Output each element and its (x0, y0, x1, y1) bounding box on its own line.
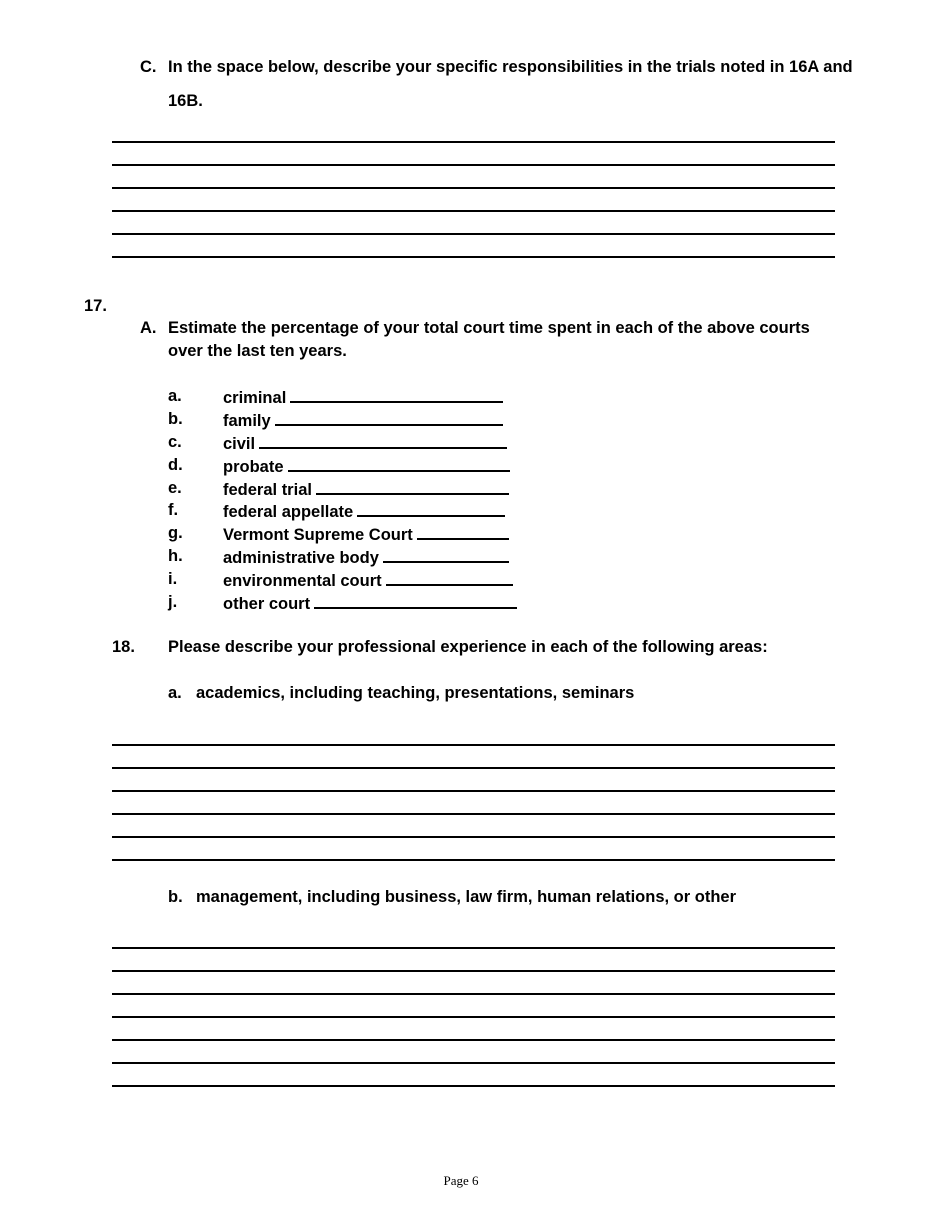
percentage-blank[interactable] (288, 456, 510, 472)
answer-line[interactable] (112, 1016, 835, 1018)
item-label: probate (223, 458, 284, 476)
answer-line[interactable] (112, 836, 835, 838)
answer-line[interactable] (112, 256, 835, 258)
answer-line[interactable] (112, 767, 835, 769)
percentage-blank[interactable] (275, 410, 503, 426)
section-18b-letter: b. (168, 888, 183, 906)
item-label: other court (223, 595, 311, 613)
answer-line[interactable] (112, 164, 835, 166)
answer-line[interactable] (112, 1039, 835, 1041)
percentage-blank[interactable] (259, 433, 507, 449)
answer-line[interactable] (112, 1085, 835, 1087)
percentage-blank[interactable] (383, 547, 509, 563)
item-letter: h. (168, 547, 183, 565)
percentage-blank[interactable] (386, 570, 513, 586)
section-17a-marker: A. (140, 319, 157, 337)
item-label: federal appellate (223, 503, 354, 521)
item-letter: b. (168, 410, 183, 428)
section-16c-prompt-line2: 16B. (168, 92, 203, 110)
item-letter: d. (168, 456, 183, 474)
percentage-blank[interactable] (417, 524, 509, 540)
section-18b-label: management, including business, law firm, human relations, or other (196, 888, 737, 906)
section-18a-label: academics, including teaching, presentations, seminars (196, 684, 635, 702)
item-letter: f. (168, 501, 179, 519)
item-label: environmental court (223, 572, 382, 590)
item-letter: g. (168, 524, 183, 542)
answer-line[interactable] (112, 141, 835, 143)
section-16c-marker: C. (140, 58, 157, 76)
section-17-number: 17. (84, 297, 107, 315)
item-letter: e. (168, 479, 182, 497)
item-letter: c. (168, 433, 182, 451)
item-letter: i. (168, 570, 178, 588)
percentage-blank[interactable] (316, 479, 509, 495)
percentage-blank[interactable] (357, 501, 505, 517)
item-label: family (223, 412, 271, 430)
answer-line[interactable] (112, 233, 835, 235)
section-16c-prompt-line1: In the space below, describe your specific responsibilities in the trials noted in 16A and (168, 58, 853, 76)
answer-line[interactable] (112, 947, 835, 949)
item-letter: j. (168, 593, 178, 611)
answer-line[interactable] (112, 187, 835, 189)
answer-line[interactable] (112, 744, 835, 746)
section-18a-letter: a. (168, 684, 182, 702)
item-label: Vermont Supreme Court (223, 526, 413, 544)
answer-line[interactable] (112, 210, 835, 212)
answer-line[interactable] (112, 859, 835, 861)
section-18-number: 18. (112, 638, 135, 656)
percentage-blank[interactable] (290, 387, 503, 403)
answer-line[interactable] (112, 813, 835, 815)
answer-line[interactable] (112, 993, 835, 995)
percentage-blank[interactable] (314, 593, 517, 609)
answer-line[interactable] (112, 790, 835, 792)
page-number: Page 6 (443, 1173, 479, 1188)
item-label: administrative body (223, 549, 379, 567)
section-17a-prompt-line1: Estimate the percentage of your total court time spent in each of the above courts (168, 319, 810, 337)
answer-line[interactable] (112, 1062, 835, 1064)
answer-line[interactable] (112, 970, 835, 972)
item-letter: a. (168, 387, 182, 405)
section-18-prompt: Please describe your professional experience in each of the following areas: (168, 638, 768, 656)
item-label: criminal (223, 389, 287, 407)
section-17a-prompt-line2: over the last ten years. (168, 342, 347, 360)
item-label: federal trial (223, 481, 312, 499)
item-label: civil (223, 435, 256, 453)
